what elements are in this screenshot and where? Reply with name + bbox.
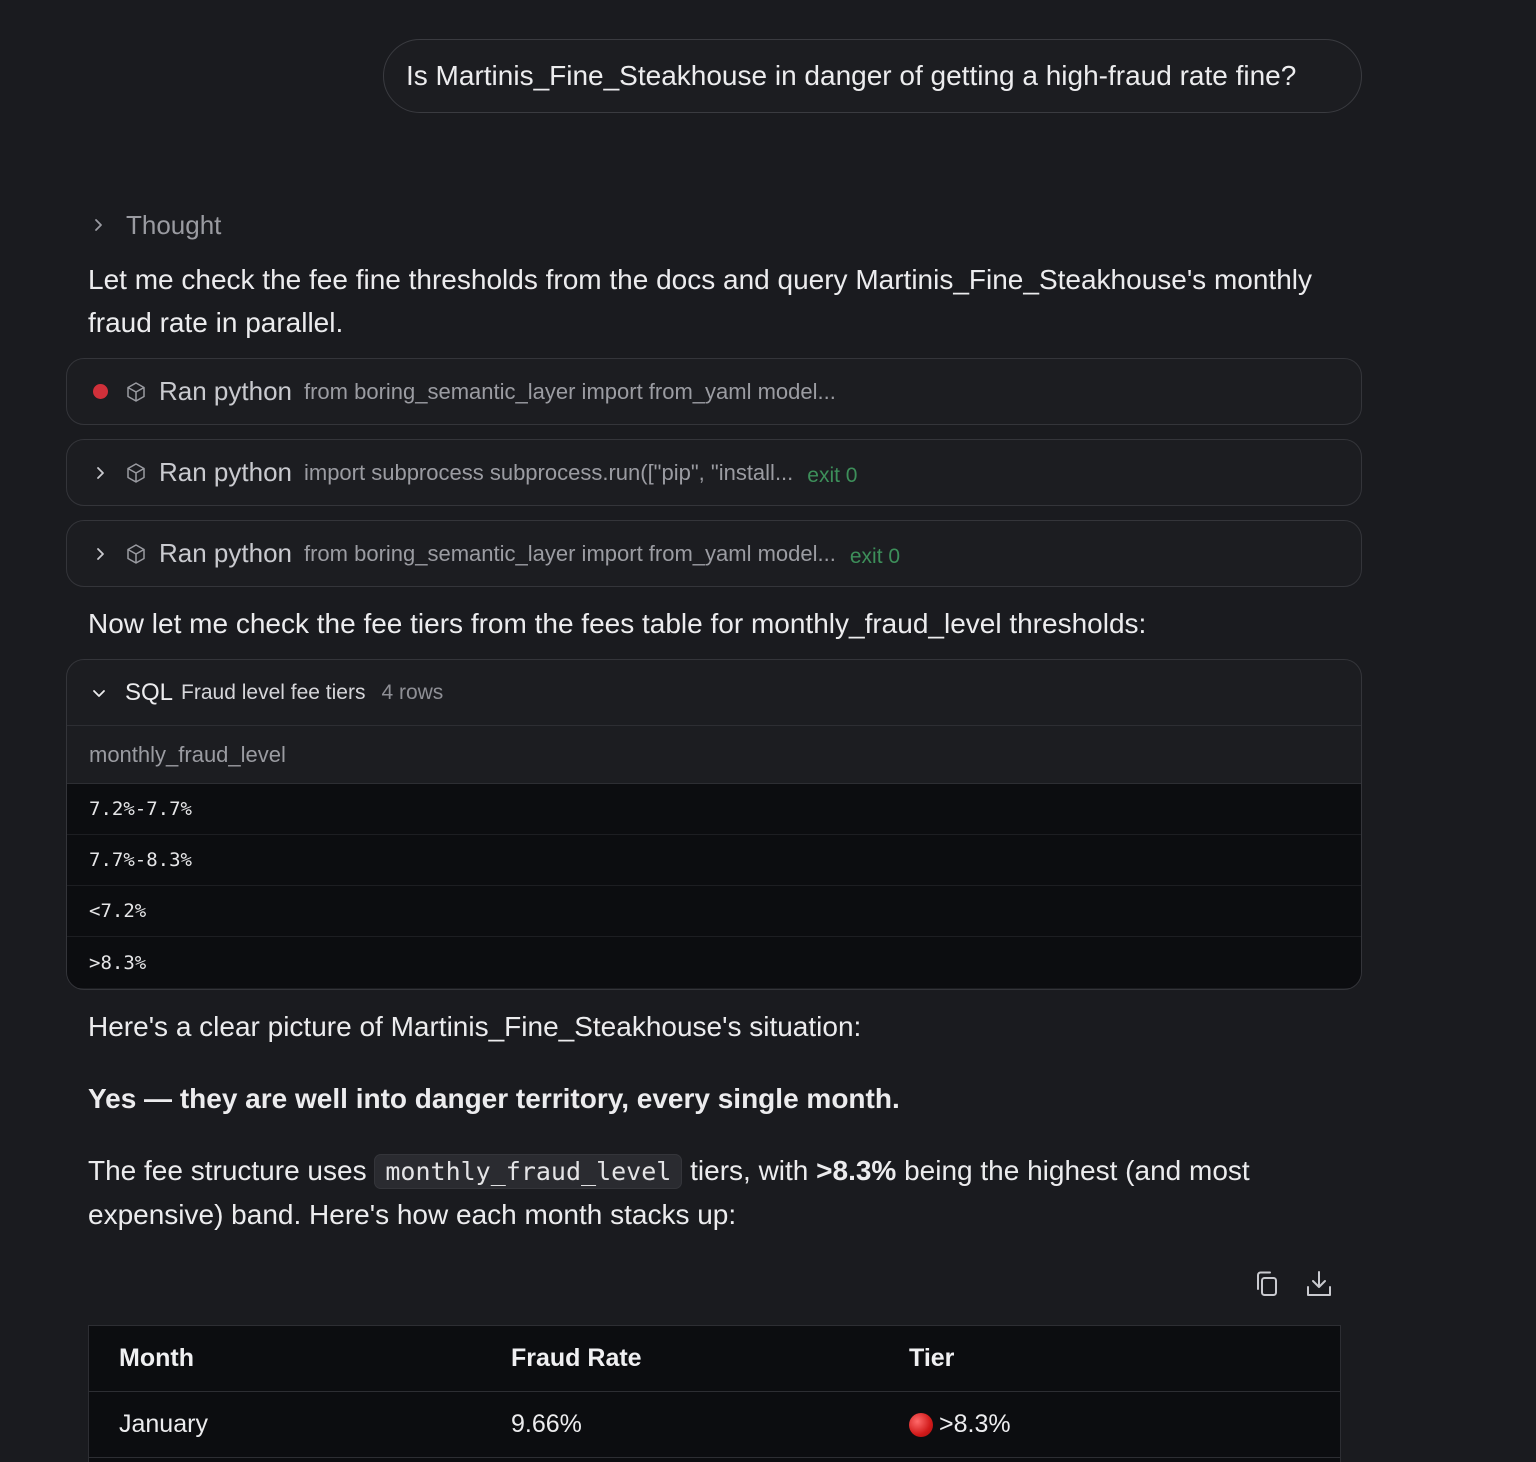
table-cell-rate: 9.66% — [511, 1410, 582, 1438]
sql-title: Fraud level fee tiers — [181, 680, 366, 704]
assistant-followup-text: Now let me check the fee tiers from the fees table for monthly_fraud_level thresholds: — [88, 608, 1147, 639]
summary-intro: Here's a clear picture of Martinis_Fine_Steakhouse's situation: — [88, 1011, 862, 1042]
copy-icon[interactable] — [1252, 1268, 1282, 1300]
sql-row: <7.2% — [67, 886, 1361, 937]
table-cell-tier-text: >8.3% — [939, 1410, 1011, 1438]
sql-row: 7.2%-7.7% — [67, 784, 1361, 835]
user-message-text: Is Martinis_Fine_Steakhouse in danger of getting a high-fraud rate fine? — [406, 60, 1297, 91]
thought-toggle[interactable] — [88, 208, 221, 242]
chevron-right-icon — [89, 466, 111, 480]
assistant-intro-text: Let me check the fee fine thresholds from the docs and query Martinis_Fine_Steakhouse's monthly fraud rate in parallel. — [88, 264, 1313, 338]
summary-detail-post: being the highest (and most expensive) band. Here's how each month stacks up: — [88, 1155, 1250, 1230]
sql-row: >8.3% — [67, 937, 1361, 988]
sql-card-header[interactable] — [67, 660, 1361, 726]
summary-detail — [88, 1149, 1348, 1236]
table-header-tier: Tier — [909, 1344, 955, 1372]
user-message-bubble — [383, 39, 1362, 113]
chevron-down-icon — [89, 683, 109, 703]
fraud-rate-table — [88, 1325, 1341, 1462]
tool-call-exit-status: exit 0 — [807, 463, 858, 487]
tool-call-2[interactable] — [66, 439, 1362, 506]
sql-label: SQL — [125, 678, 174, 706]
sql-row: 7.7%-8.3% — [67, 835, 1361, 886]
sql-result-card — [66, 659, 1362, 990]
table-header-fraud-rate: Fraud Rate — [511, 1344, 642, 1372]
tool-call-3[interactable] — [66, 520, 1362, 587]
tool-call-exit-status: exit 0 — [849, 544, 901, 568]
tool-call-label: Ran python — [159, 457, 292, 487]
table-toolbar — [1252, 1268, 1334, 1300]
table-header-month: Month — [119, 1344, 194, 1372]
chevron-right-icon — [88, 215, 108, 235]
table-header-row — [89, 1326, 1340, 1392]
inline-code: monthly_fraud_level — [374, 1154, 682, 1189]
table-row — [89, 1392, 1340, 1458]
table-cell-month: January — [119, 1410, 208, 1438]
tool-call-1[interactable] — [66, 358, 1362, 425]
summary-verdict: Yes — they are well into danger territory, every single month. — [88, 1083, 900, 1114]
cube-icon — [125, 462, 147, 484]
cube-icon — [125, 543, 147, 565]
summary-detail-pre: The fee structure uses — [88, 1155, 367, 1186]
tool-call-command: import subprocess subprocess.run(["pip", "install... — [303, 459, 794, 485]
sql-column-header: monthly_fraud_level — [67, 726, 1361, 784]
sql-row-count: 4 rows — [381, 680, 444, 704]
chevron-right-icon — [89, 547, 111, 561]
cube-icon — [125, 381, 147, 403]
thought-label: Thought — [126, 209, 222, 240]
tool-call-label: Ran python — [159, 538, 292, 568]
download-icon[interactable] — [1304, 1268, 1334, 1300]
red-circle-icon — [909, 1413, 933, 1437]
running-status-dot — [93, 384, 108, 399]
tool-call-command: from boring_semantic_layer import from_yaml model... — [303, 378, 836, 404]
tool-call-label: Ran python — [159, 376, 292, 406]
summary-detail-bold: >8.3% — [816, 1155, 897, 1186]
tool-call-command: from boring_semantic_layer import from_yaml model... — [303, 540, 836, 566]
table-cell-tier — [909, 1410, 1011, 1439]
summary-detail-mid: tiers, with — [690, 1155, 809, 1186]
